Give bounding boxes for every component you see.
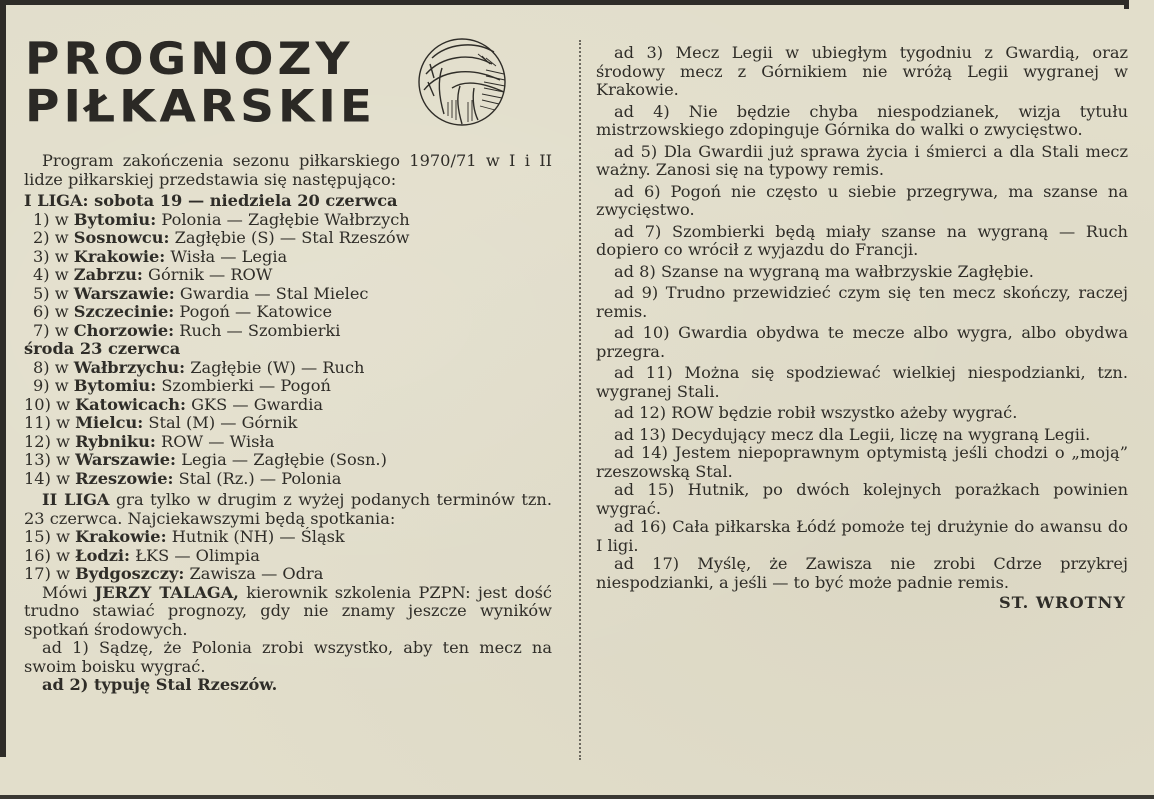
- title-line-1: PROGNOZY: [25, 33, 354, 86]
- prediction-16: ad 16) Cała piłkarska Łódź pomoże tej drużynie do awansu do I ligi.: [596, 517, 1128, 555]
- prediction-4: ad 4) Nie będzie chyba niespodzianek, wizja tytułu mistrzowskiego zdopinguje Górnika do walki o zwycięstwo.: [596, 101, 1128, 139]
- title-line-2: PIŁKARSKIE: [25, 80, 376, 133]
- fixture-row: 5) w Warszawie: Gwardia — Stal Mielec: [33, 283, 369, 303]
- wednesday-heading: środa 23 czerwca: [24, 339, 181, 358]
- league1-wednesday-fixtures: [24, 359, 552, 489]
- fixture-row: 1) w Bytomiu: Polonia — Zagłębie Wałbrzych: [33, 209, 410, 229]
- league2-paragraph: II LIGA gra tylko w drugim z wyżej podanych terminów tzn. 23 czerwca. Najciekawszymi będą spotkania:: [24, 490, 552, 528]
- prediction-11: ad 11) Można się spodziewać wielkiej niespodzianki, tzn. wygranej Stali.: [596, 363, 1128, 401]
- fixture-row: 6) w Szczecinie: Pogoń — Katowice: [33, 302, 333, 321]
- frame-border-left: [0, 0, 6, 757]
- fixture-row: 10) w Katowicach: GKS — Gwardia: [24, 394, 324, 414]
- prediction-5: ad 5) Dla Gwardii już sprawa życia i śmierci a dla Stali mecz ważny. Zanosi się na typowy remis.: [596, 141, 1128, 179]
- column-divider: [579, 40, 581, 760]
- prediction-10: ad 10) Gwardia obydwa te mecze albo wygra, albo obydwa przegra.: [596, 323, 1128, 361]
- prediction-12: ad 12) ROW będzie robił wszystko ażeby wygrać.: [614, 403, 1018, 422]
- fixture-row: 8) w Wałbrzychu: Zagłębie (W) — Ruch: [33, 357, 365, 377]
- fixture-row: 7) w Chorzowie: Ruch — Szombierki: [33, 320, 341, 340]
- article-column-left: [24, 152, 552, 695]
- fixture-row: 15) w Krakowie: Hutnik (NH) — Śląsk: [24, 527, 345, 546]
- prediction-7: ad 7) Szombierki będą miały szanse na wygraną — Ruch dopiero co wrócił z wyjazdu do Francji.: [596, 221, 1128, 259]
- expert-intro: Mówi JERZY TALAGA, kierownik szkolenia PZPN: jest dość trudno stawiać prognozy, gdy nie znamy jeszcze wyników spotkań środowych.: [24, 582, 552, 639]
- league2-fixtures: [24, 528, 552, 584]
- prediction-3: ad 3) Mecz Legii w ubiegłym tygodniu z Gwardią, oraz środowy mecz z Górnikiem nie wróżą Legii wygranej w Krakowie.: [596, 43, 1128, 99]
- article-title: [25, 33, 376, 133]
- fixture-row: 3) w Krakowie: Wisła — Legia: [33, 246, 288, 266]
- prediction-8: ad 8) Szanse na wygraną ma wałbrzyskie Zagłębie.: [614, 261, 1034, 281]
- fixture-row: 14) w Rzeszowie: Stal (Rz.) — Polonia: [24, 468, 342, 488]
- fixture-row: 13) w Warszawie: Legia — Zagłębie (Sosn.): [24, 450, 387, 469]
- fixture-row: 9) w Bytomiu: Szombierki — Pogoń: [33, 376, 331, 395]
- fixture-row: 12) w Rybniku: ROW — Wisła: [24, 431, 275, 451]
- prediction-15: ad 15) Hutnik, po dwóch kolejnych porażkach powinien wygrać.: [596, 480, 1128, 518]
- fixture-row: 17) w Bydgoszczy: Zawisza — Odra: [24, 564, 324, 583]
- league1-weekend-fixtures: [24, 211, 552, 341]
- prediction-17: ad 17) Myślę, że Zawisza nie zrobi Cdrze przykrej niespodzianki, a jeśli — to być może padnie remis.: [596, 554, 1128, 592]
- intro-paragraph: Program zakończenia sezonu piłkarskiego 1970/71 w I i II lidze piłkarskiej przedstawia się następująco:: [24, 151, 552, 189]
- frame-border-corner: [1124, 0, 1129, 9]
- prediction-14: ad 14) Jestem niepoprawnym optymistą jeśli chodzi o „moją” rzeszowską Stal.: [596, 443, 1128, 481]
- article-column-right: [596, 44, 1128, 613]
- frame-border-top: [0, 0, 1129, 5]
- author-signature: ST. WROTNY: [998, 593, 1126, 612]
- fixture-row: 2) w Sosnowcu: Zagłębie (S) — Stal Rzeszów: [33, 228, 410, 247]
- league1-heading: I LIGA: sobota 19 — niedziela 20 czerwca: [24, 191, 398, 210]
- prediction-13: ad 13) Decydujący mecz dla Legii, liczę na wygraną Legii.: [614, 424, 1091, 444]
- prediction-9: ad 9) Trudno przewidzieć czym się ten mecz skończy, raczej remis.: [596, 283, 1128, 321]
- fixture-row: 11) w Mielcu: Stal (M) — Górnik: [24, 413, 298, 432]
- page-edge-bottom: [0, 795, 1154, 799]
- fixture-row: 16) w Łodzi: ŁKS — Olimpia: [24, 545, 260, 565]
- prediction-6: ad 6) Pogoń nie często u siebie przegrywa, ma szanse na zwycięstwo.: [596, 181, 1128, 219]
- prediction-1: ad 1) Sądzę, że Polonia zrobi wszystko, aby ten mecz na swoim boisku wygrać.: [24, 638, 552, 676]
- football-ball-icon: [412, 30, 512, 130]
- fixture-row: 4) w Zabrzu: Górnik — ROW: [33, 265, 273, 284]
- prediction-2: ad 2) typuję Stal Rzeszów.: [42, 675, 278, 694]
